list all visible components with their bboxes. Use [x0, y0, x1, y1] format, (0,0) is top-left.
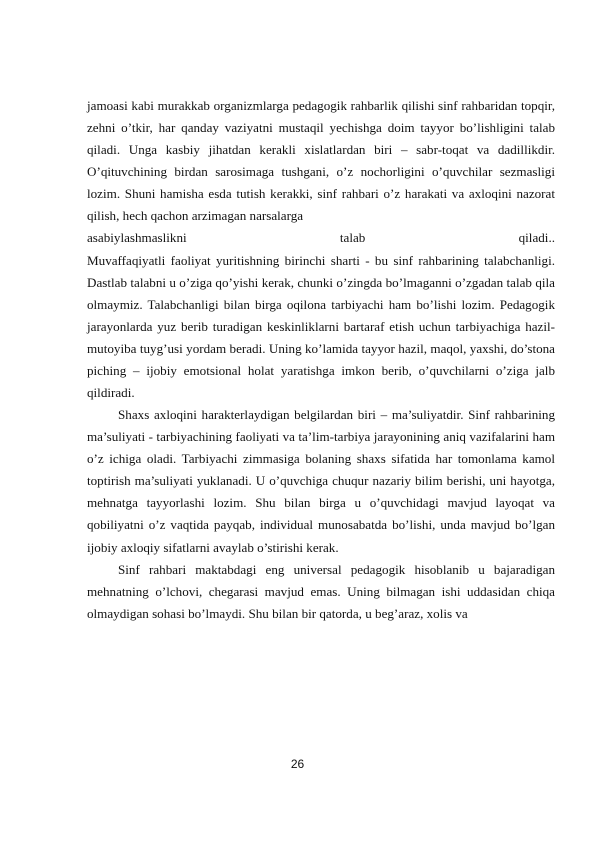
paragraph-continuation: jamoasi kabi murakkab organizmlarga pedagogik rahbarlik qilishi sinf rahbaridan topqir, zehni o’tkir, har qanday vaziyatni mustaqil yechishga doim tayyor bo’lishligini talab qiladi. Unga kasbiy jihatdan kerakli xislatlardan biri – sabr-toqat va dadillikdir. O’qituvchining birdan sarosimaga tushgani, o’z nochorligini o’quvchilar sezmasligi lozim. Shuni hamisha esda tutish kerakki, sinf rahbari o’z harakati va axloqini nazorat qilish, hech qachon arzimagan narsalarga	[87, 98, 555, 224]
paragraph-continuation-end: asabiylashmaslikni talab qiladi..	[87, 230, 555, 246]
paragraph-sinf-rahbari: Sinf rahbari maktabdagi eng universal pedagogik hisoblanib u bajaradigan mehnatning o’lchovi, chegarasi mavjud emas. Uning bilmagan ishi uddasidan chiqa olmaydigan sohasi bo’lmaydi. Shu bilan bir qatorda, u beg’araz, xolis va	[87, 561, 555, 621]
page-number: 26	[290, 757, 305, 771]
paragraph-talabchanlik: Muvaffaqiyatli faoliyat yuritishning birinchi sharti - bu sinf rahbarining talabchanligi. Dastlab talabni u o’ziga qo’yishi kerak, chunki o’zingda bo’lmaganni o’zgadan talab qila olmaymiz. Talabchanligi bilan birga oqilona tarbiyachi ham bo’lishi lozim. Pedagogik jarayonlarda yuz berib turadigan keskinliklarni bartaraf etish uchun tarbiyachiga hazil-mutoyiba tuyg’usi yordam beradi. Uning ko’lamida tayyor hazil, maqol, yaxshi, do’stona piching – ijobiy emotsional holat yaratishga imkon berib, o’quvchilarni o’ziga jalb qildiradi.	[87, 252, 555, 401]
body-text	[87, 95, 555, 625]
paragraph-masuliyat: Shaxs axloqini harakterlaydigan belgilardan biri – ma’suliyatdir. Sinf rahbarining ma’suliyati - tarbiyachining faoliyati va ta’lim-tarbiya jarayonining aniq vazifalarini ham o’z ichiga oladi. Tarbiyachi zimmasiga bolaning shaxs sifatida har tomonlama kamol toptirish ma’suliyati yuklanadi. U o’quvchiga chuqur nazariy bilim berishi, uni hayotga, mehnatga tayyorlashi lozim. Shu bilan birga u o’quvchidagi mavjud layoqat va qobiliyatni o’z vaqtida payqab, individual munosabatda bo’lishi, unda mavjud bo’lgan ijobiy axloqiy sifatlarni avaylab o’stirishi kerak.	[87, 407, 555, 555]
